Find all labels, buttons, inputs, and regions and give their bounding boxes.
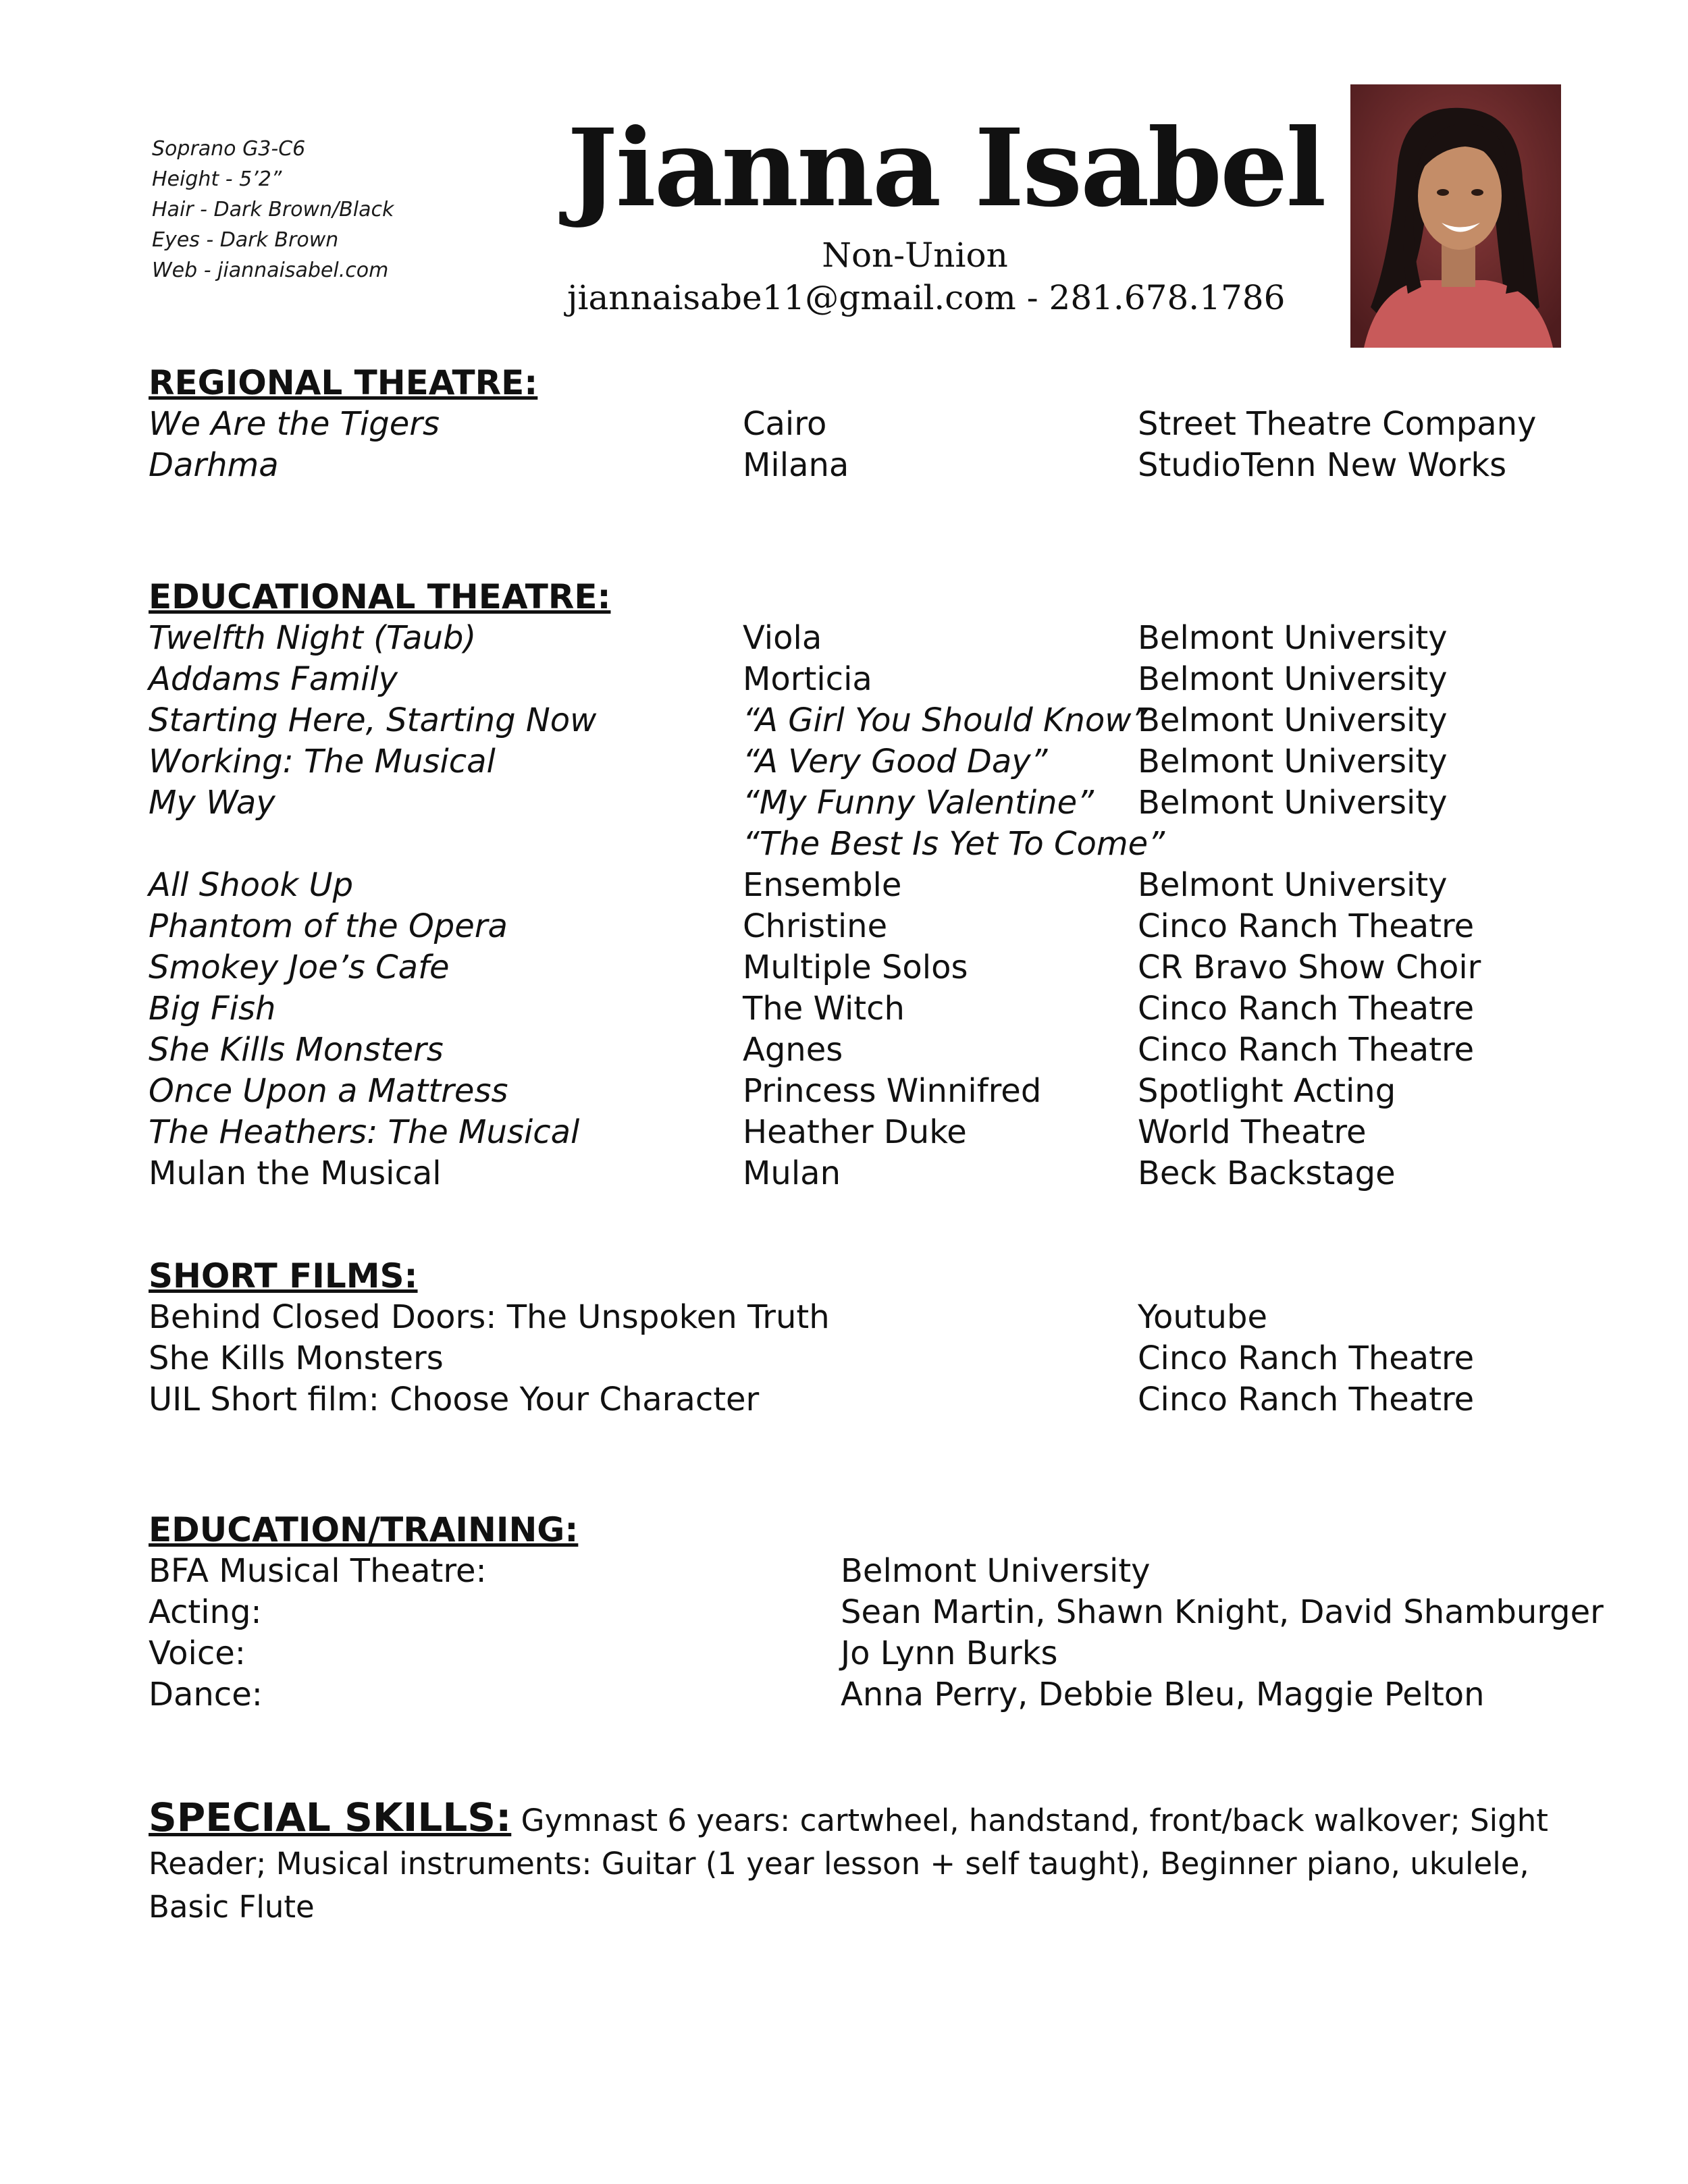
training-row (149, 1633, 1553, 1674)
stat-voice: Soprano G3-C6 (152, 137, 306, 161)
film-title: She Kills Monsters (149, 1339, 444, 1377)
credit-row (149, 741, 1553, 782)
credit-row (149, 988, 1553, 1030)
venue: Belmont University (1138, 784, 1448, 822)
training-value: Jo Lynn Burks (841, 1634, 1058, 1672)
venue: Cinco Ranch Theatre (1138, 1381, 1475, 1418)
venue: Cinco Ranch Theatre (1138, 990, 1475, 1028)
stat-web: Web - jiannaisabel.com (152, 259, 389, 282)
role: “The Best Is Yet To Come” (743, 825, 1165, 863)
credit-row (149, 700, 1553, 741)
credit-row (149, 445, 1553, 486)
training-row (149, 1551, 1553, 1592)
role: Viola (743, 619, 822, 657)
show-title: The Heathers: The Musical (149, 1113, 580, 1151)
headshot-illustration (1350, 84, 1561, 348)
venue: Belmont University (1138, 660, 1448, 698)
section-title: EDUCATIONAL THEATRE: (149, 577, 611, 616)
training-label: Voice: (149, 1634, 246, 1672)
role: “A Very Good Day” (743, 743, 1048, 780)
credit-row (149, 1112, 1553, 1153)
role: Agnes (743, 1031, 843, 1069)
show-title: Addams Family (149, 660, 398, 698)
show-title: Working: The Musical (149, 743, 496, 780)
training-row (149, 1592, 1604, 1633)
stat-hair: Hair - Dark Brown/Black (152, 198, 394, 221)
film-row (149, 1379, 1553, 1420)
venue: Cinco Ranch Theatre (1138, 1339, 1475, 1377)
venue: Spotlight Acting (1138, 1072, 1396, 1110)
show-title: My Way (149, 784, 275, 822)
credit-row (149, 1153, 1553, 1194)
role: Heather Duke (743, 1113, 967, 1151)
venue: Belmont University (1138, 619, 1448, 657)
venue: Belmont University (1138, 743, 1448, 780)
credit-row (149, 618, 1553, 659)
venue: StudioTenn New Works (1138, 446, 1507, 484)
venue: Street Theatre Company (1138, 405, 1537, 443)
training-value: Sean Martin, Shawn Knight, David Shamburger (841, 1593, 1604, 1631)
role: “A Girl You Should Know” (743, 701, 1149, 739)
credit-row (149, 865, 1553, 906)
union-status: Non-Union (822, 236, 1008, 275)
section-educational-theatre (149, 577, 1553, 1194)
section-title: REGIONAL THEATRE: (149, 363, 538, 402)
role: Milana (743, 446, 849, 484)
show-title: All Shook Up (149, 866, 354, 904)
show-title: Big Fish (149, 990, 276, 1028)
contact-info: jiannaisabe11@gmail.com - 281.678.1786 (567, 278, 1286, 317)
section-title: SPECIAL SKILLS: (149, 1794, 512, 1840)
section-special-skills (149, 1796, 1553, 1929)
credit-row (149, 659, 1553, 700)
section-short-films (149, 1256, 1553, 1420)
role: Ensemble (743, 866, 902, 904)
role: Morticia (743, 660, 872, 698)
show-title: Phantom of the Opera (149, 907, 508, 945)
training-value: Anna Perry, Debbie Bleu, Maggie Pelton (841, 1676, 1485, 1713)
credit-row (149, 1030, 1553, 1071)
film-row (149, 1338, 1553, 1379)
stat-height: Height - 5’2” (152, 167, 282, 191)
role: Multiple Solos (743, 949, 968, 986)
training-label: Acting: (149, 1593, 262, 1631)
stat-eyes: Eyes - Dark Brown (152, 228, 339, 252)
venue: CR Bravo Show Choir (1138, 949, 1481, 986)
section-regional-theatre (149, 363, 1553, 486)
headshot-photo (1350, 84, 1561, 348)
venue: Cinco Ranch Theatre (1138, 907, 1475, 945)
show-title: Once Upon a Mattress (149, 1072, 508, 1110)
show-title: Mulan the Musical (149, 1154, 442, 1192)
role: “My Funny Valentine” (743, 784, 1094, 822)
credit-row (149, 906, 1553, 947)
show-title: Darhma (149, 446, 279, 484)
section-title: EDUCATION/TRAINING: (149, 1510, 579, 1549)
show-title: Twelfth Night (Taub) (149, 619, 477, 657)
actor-name: Jianna Isabel (567, 106, 1325, 231)
show-title: Starting Here, Starting Now (149, 701, 597, 739)
credit-row (149, 947, 1553, 988)
role: Mulan (743, 1154, 841, 1192)
film-title: UIL Short film: Choose Your Character (149, 1381, 760, 1418)
section-education-training (149, 1510, 1604, 1715)
film-title: Behind Closed Doors: The Unspoken Truth (149, 1298, 830, 1336)
training-label: BFA Musical Theatre: (149, 1552, 487, 1590)
venue: Cinco Ranch Theatre (1138, 1031, 1475, 1069)
venue: Belmont University (1138, 701, 1448, 739)
film-row (149, 1297, 1553, 1338)
venue: Beck Backstage (1138, 1154, 1396, 1192)
training-value: Belmont University (841, 1552, 1151, 1590)
credit-row (149, 782, 1553, 824)
training-label: Dance: (149, 1676, 263, 1713)
show-title: Smokey Joe’s Cafe (149, 949, 450, 986)
role: Christine (743, 907, 888, 945)
section-title: SHORT FILMS: (149, 1256, 418, 1296)
role: The Witch (743, 990, 905, 1028)
role: Princess Winnifred (743, 1072, 1042, 1110)
show-title: She Kills Monsters (149, 1031, 444, 1069)
credit-row (149, 1071, 1553, 1112)
show-title: We Are the Tigers (149, 405, 440, 443)
venue: Belmont University (1138, 866, 1448, 904)
venue: Youtube (1138, 1298, 1267, 1336)
training-row (149, 1674, 1553, 1715)
role: Cairo (743, 405, 827, 443)
credit-row (149, 824, 1553, 865)
actor-stats (152, 134, 394, 286)
venue: World Theatre (1138, 1113, 1367, 1151)
skills-text: Gymnast 6 years: cartwheel, handstand, front/back walkover; Sight Reader; Musical instruments: Guitar (1 year lesson + self taught), Beginner piano, ukulele, Basic Flute (149, 1803, 1548, 1925)
credit-row (149, 404, 1553, 445)
